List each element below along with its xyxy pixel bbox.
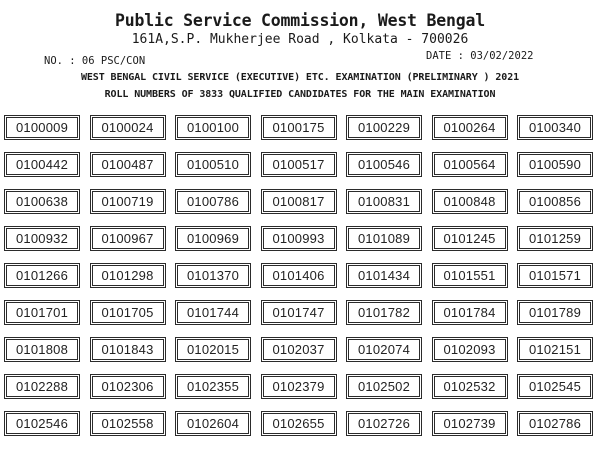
- roll-number-cell: 0102739: [434, 413, 506, 434]
- roll-number-cell: 0101843: [92, 339, 164, 360]
- roll-number-cell: 0100564: [434, 154, 506, 175]
- roll-number-cell: 0100100: [177, 117, 249, 138]
- roll-number-cell: 0101266: [6, 265, 78, 286]
- roll-number-cell: 0101747: [263, 302, 335, 323]
- roll-number-cell: 0102655: [263, 413, 335, 434]
- roll-number-cell: 0100932: [6, 228, 78, 249]
- roll-number-cell: 0102786: [519, 413, 591, 434]
- roll-number-cell: 0101551: [434, 265, 506, 286]
- roll-number-cell: 0100856: [519, 191, 591, 212]
- roll-number-cell: 0100848: [434, 191, 506, 212]
- roll-number-cell: 0101259: [519, 228, 591, 249]
- notice-date: DATE : 03/02/2022: [426, 50, 534, 62]
- roll-number-cell: 0102288: [6, 376, 78, 397]
- roll-number-cell: 0101089: [348, 228, 420, 249]
- roll-number-cell: 0100993: [263, 228, 335, 249]
- roll-number-cell: 0100487: [92, 154, 164, 175]
- roll-number-cell: 0102532: [434, 376, 506, 397]
- roll-number-cell: 0102355: [177, 376, 249, 397]
- roll-number-cell: 0100831: [348, 191, 420, 212]
- roll-number-cell: 0102558: [92, 413, 164, 434]
- roll-number-cell: 0100340: [519, 117, 591, 138]
- roll-number-cell: 0102604: [177, 413, 249, 434]
- roll-number-cell: 0101789: [519, 302, 591, 323]
- roll-number-cell: 0102015: [177, 339, 249, 360]
- roll-number-cell: 0100638: [6, 191, 78, 212]
- roll-number-cell: 0102151: [519, 339, 591, 360]
- roll-number-cell: 0101571: [519, 265, 591, 286]
- roll-number-cell: 0100546: [348, 154, 420, 175]
- roll-number-cell: 0102546: [6, 413, 78, 434]
- roll-number-cell: 0102074: [348, 339, 420, 360]
- roll-number-cell: 0100009: [6, 117, 78, 138]
- roll-number-grid: [6, 117, 591, 434]
- roll-number-cell: 0101434: [348, 265, 420, 286]
- roll-number-cell: 0102502: [348, 376, 420, 397]
- roll-number-cell: 0101370: [177, 265, 249, 286]
- roll-number-cell: 0102306: [92, 376, 164, 397]
- roll-number-cell: 0101245: [434, 228, 506, 249]
- roll-number-cell: 0102545: [519, 376, 591, 397]
- roll-number-cell: 0100264: [434, 117, 506, 138]
- roll-number-cell: 0101298: [92, 265, 164, 286]
- roll-number-cell: 0100786: [177, 191, 249, 212]
- roll-number-cell: 0100175: [263, 117, 335, 138]
- roll-number-cell: 0102037: [263, 339, 335, 360]
- roll-number-cell: 0101406: [263, 265, 335, 286]
- roll-number-cell: 0100969: [177, 228, 249, 249]
- roll-number-cell: 0100719: [92, 191, 164, 212]
- organization-title: Public Service Commission, West Bengal: [115, 11, 485, 30]
- roll-number-cell: 0101784: [434, 302, 506, 323]
- roll-number-cell: 0102726: [348, 413, 420, 434]
- roll-number-cell: 0100590: [519, 154, 591, 175]
- roll-number-cell: 0100517: [263, 154, 335, 175]
- roll-number-cell: 0101705: [92, 302, 164, 323]
- organization-address: 161A,S.P. Mukherjee Road , Kolkata - 700026: [131, 32, 469, 47]
- exam-title: WEST BENGAL CIVIL SERVICE (EXECUTIVE) ETC. EXAMINATION (PRELIMINARY ) 2021: [80, 72, 520, 83]
- roll-number-cell: 0100817: [263, 191, 335, 212]
- roll-number-cell: 0100024: [92, 117, 164, 138]
- roll-number-cell: 0101701: [6, 302, 78, 323]
- memo-number: NO. : 06 PSC/CON: [44, 55, 146, 67]
- roll-number-cell: 0101782: [348, 302, 420, 323]
- roll-number-cell: 0102379: [263, 376, 335, 397]
- roll-number-cell: 0101808: [6, 339, 78, 360]
- roll-number-cell: 0100967: [92, 228, 164, 249]
- roll-number-cell: 0100229: [348, 117, 420, 138]
- roll-number-cell: 0100510: [177, 154, 249, 175]
- roll-number-cell: 0101744: [177, 302, 249, 323]
- roll-number-cell: 0102093: [434, 339, 506, 360]
- roll-number-cell: 0100442: [6, 154, 78, 175]
- roll-numbers-heading: ROLL NUMBERS OF 3833 QUALIFIED CANDIDATES FOR THE MAIN EXAMINATION: [104, 89, 496, 100]
